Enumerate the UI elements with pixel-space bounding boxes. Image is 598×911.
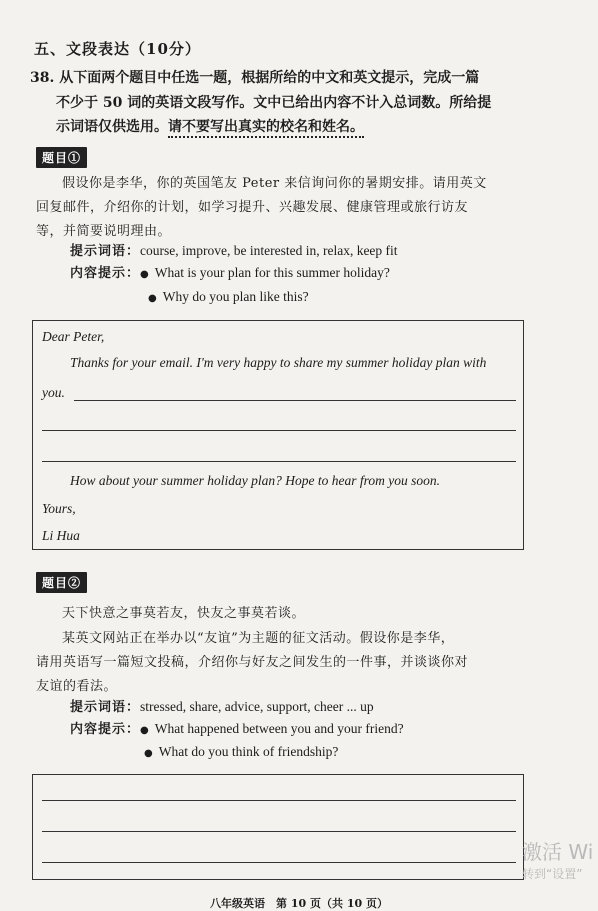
bullet-text: Why do you plan like this? <box>162 289 309 304</box>
hint-words-text: stressed, share, advice, support, cheer ... up <box>140 699 374 714</box>
letter-signoff: Yours, <box>42 501 76 516</box>
letter-greeting: Dear Peter, <box>42 329 105 344</box>
answer-line[interactable] <box>42 461 516 462</box>
topic-2-hint-words <box>70 696 374 715</box>
topic-2-para-1: 某英文网站正在举办以“友谊”为主题的征文活动。假设你是李华， <box>62 631 455 646</box>
letter-closing-line: How about your summer holiday plan? Hope to hear from you soon. <box>70 473 440 488</box>
topic-2-quote: 天下快意之事莫若友，快友之事莫若谈。 <box>62 606 306 621</box>
bullet-text: What is your plan for this summer holiday? <box>154 265 390 280</box>
answer-line[interactable] <box>42 862 516 863</box>
topic-1-hint-content <box>70 262 390 281</box>
bullet-text: What do you think of friendship? <box>158 744 339 759</box>
hint-content-label: 内容提示： <box>70 266 141 281</box>
question-line-3 <box>56 116 364 136</box>
topic-2-bullet-2 <box>144 741 338 760</box>
bullet-icon: ● <box>140 269 149 280</box>
bullet-icon: ● <box>140 725 149 736</box>
topic-2-hint-content <box>70 718 404 737</box>
bullet-text: What happened between you and your friend? <box>154 721 404 736</box>
topic-1-para-1: 假设你是李华，你的英国笔友 Peter 来信询问你的暑期安排。请用英文 <box>62 176 487 191</box>
topic-2-para-2: 请用英语写一篇短文投稿，介绍你与好友之间发生的一件事，并谈谈你对 <box>36 655 469 670</box>
answer-line[interactable] <box>42 800 516 801</box>
answer-line[interactable] <box>42 430 516 431</box>
activation-watermark: 激活 Wi <box>522 840 594 864</box>
letter-opening: Thanks for your email. I'm very happy to share my summer holiday plan with <box>70 355 487 370</box>
topic-1-bullet-2 <box>148 286 309 305</box>
letter-name: Li Hua <box>42 528 80 543</box>
bullet-icon: ● <box>148 293 157 304</box>
hint-words-text: course, improve, be interested in, relax, keep fit <box>140 243 398 258</box>
hint-words-label: 提示词语： <box>70 700 141 715</box>
answer-line[interactable] <box>74 400 516 401</box>
question-line-2: 不少于 50 词的英语文段写作。文中已给出内容不计入总词数。所给提 <box>56 95 492 111</box>
emphasis-note: 请不要写出真实的校名和姓名。 <box>168 119 364 138</box>
hint-words-label: 提示词语： <box>70 244 141 259</box>
topic-2-para-3: 友谊的看法。 <box>36 679 118 694</box>
answer-line[interactable] <box>42 831 516 832</box>
letter-you: you. <box>42 385 65 400</box>
question-line-3-text: 示词语仅供选用。 <box>56 119 168 135</box>
page-footer: 八年级英语 第 10 页（共 10 页） <box>210 897 388 910</box>
activation-watermark-sub: 转到“设置” <box>522 867 583 881</box>
section-title: 五、文段表达（10分） <box>34 40 201 58</box>
topic-2-tag: 题目② <box>36 572 87 593</box>
bullet-icon: ● <box>144 748 153 759</box>
topic-1-para-3: 等，并简要说明理由。 <box>36 224 172 239</box>
essay-answer-box <box>32 774 524 880</box>
hint-content-label: 内容提示： <box>70 722 141 737</box>
topic-1-hint-words <box>70 240 398 259</box>
topic-1-para-2: 回复邮件，介绍你的计划，如学习提升、兴趣发展、健康管理或旅行访友 <box>36 200 469 215</box>
question-line-1: 38. 从下面两个题目中任选一题，根据所给的中文和英文提示，完成一篇 <box>30 70 480 86</box>
topic-1-tag: 题目① <box>36 147 87 168</box>
